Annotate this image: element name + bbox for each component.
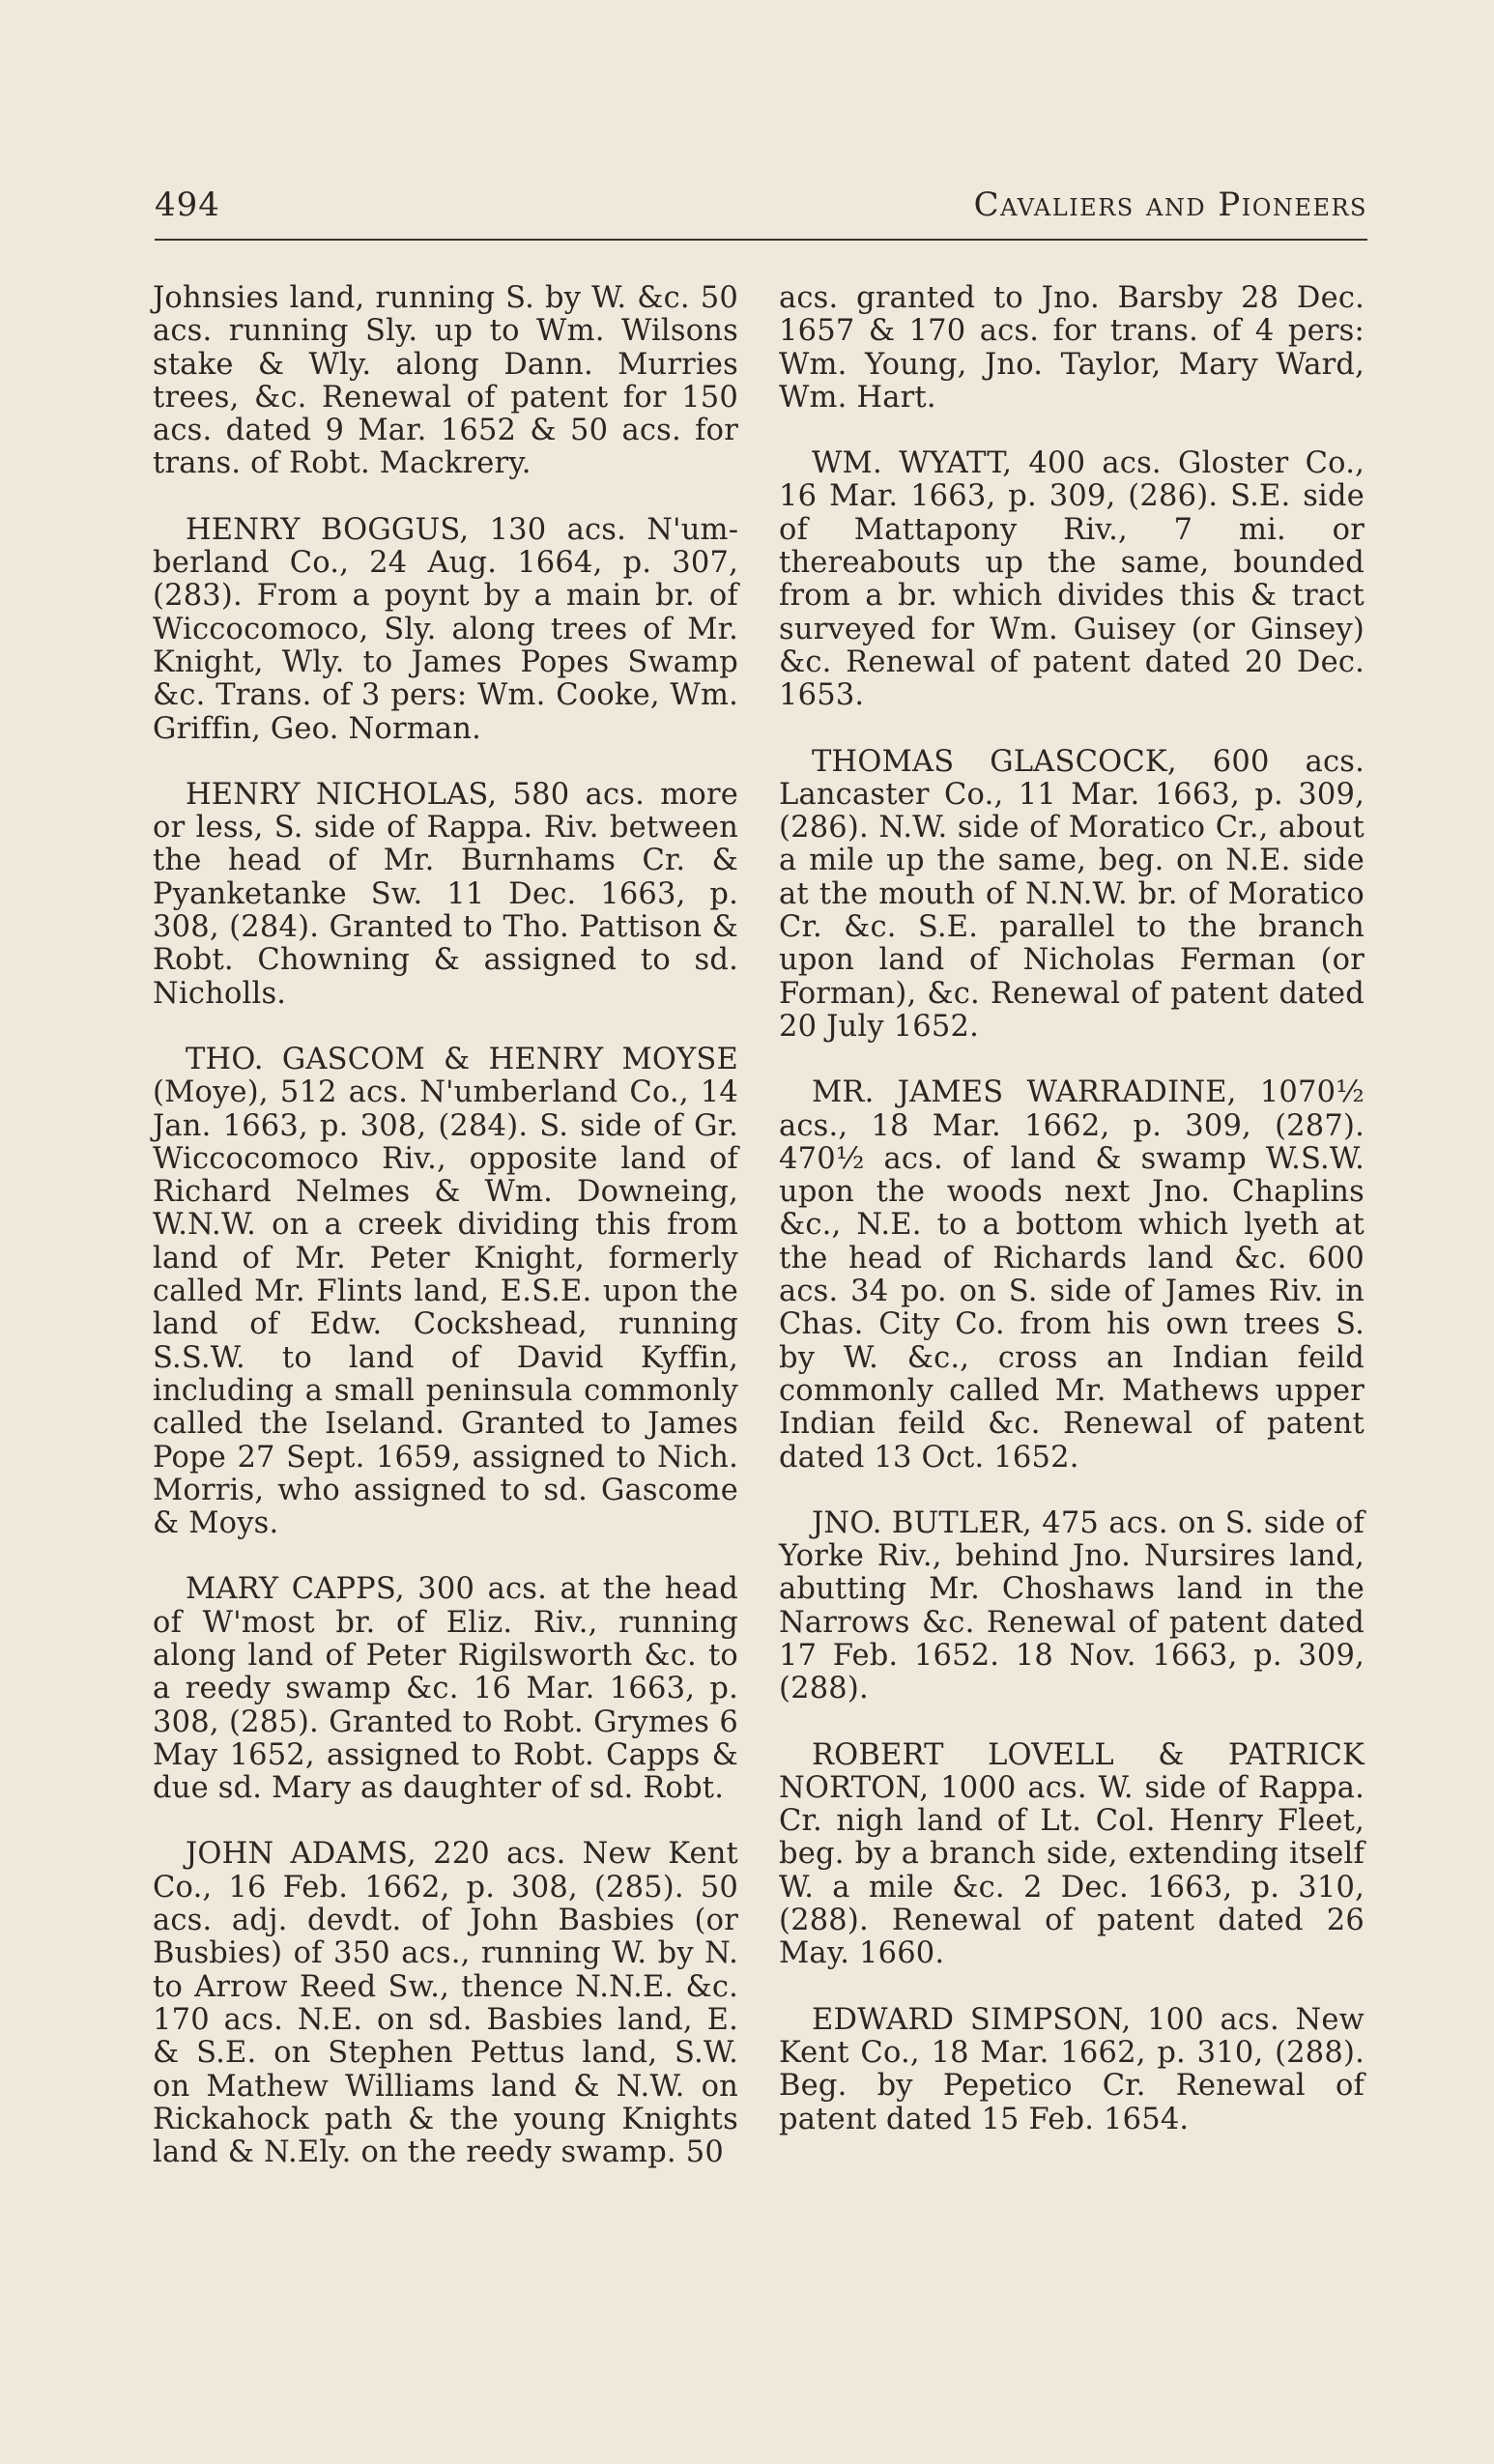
entry-henry-nicholas: HENRY NICHOLAS, 580 acs. more or less, S. side of Rappa. Riv. between the head of Mr. Burnhams Cr. & Pyanketanke Sw. 11 Dec. 1663, p. 308, (284). Granted to Tho. Pattison & Robt. Chowning & assigned to sd. Nicholls.	[153, 777, 738, 1011]
left-column	[153, 282, 738, 2202]
entry-edward-simpson: EDWARD SIMPSON, 100 acs. New Kent Co., 18 Mar. 1662, p. 310, (288). Beg. by Pepetico Cr. Renewal of patent dated 15 Feb. 1654.	[779, 2002, 1365, 2136]
entry-gascom-moyse: THO. GASCOM & HENRY MOYSE (Moye), 512 acs. N'umberland Co., 14 Jan. 1663, p. 308, (284). S. side of Gr. Wiccocomoco Riv., opposite land of Richard Nelmes & Wm. Downeing, W.N.W. on a creek dividing this from land of Mr. Peter Knight, formerly called Mr. Flints land, E.S.E. upon the land of Edw. Cockshead, running S.S.W. to land of David Kyffin, including a small peninsula commonly called the Iseland. Granted to James Pope 27 Sept. 1659, assigned to Nich. Morris, who assigned to sd. Gascome & Moys.	[153, 1042, 738, 1541]
page-number: 494	[155, 186, 220, 224]
right-column	[779, 282, 1365, 2169]
entry-henry-boggus: HENRY BOGGUS, 130 acs. N'umberland Co., 24 Aug. 1664, p. 307, (283). From a poynt by a main br. of Wiccocomoco, Sly. along trees of Mr. Knight, Wly. to James Popes Swamp &c. Trans. of 3 pers: Wm. Cooke, Wm. Griffin, Geo. Norman.	[153, 512, 738, 746]
entry-john-adams: JOHN ADAMS, 220 acs. New Kent Co., 16 Feb. 1662, p. 308, (285). 50 acs. adj. devdt. of John Basbies (or Busbies) of 350 acs., running W. by N. to Arrow Reed Sw., thence N.N.E. &c. 170 acs. N.E. on sd. Basbies land, E. & S.E. on Stephen Pettus land, S.W. on Mathew Williams land & N.W. on Rickahock path & the young Knights land & N.Ely. on the reedy swamp. 50	[153, 1837, 738, 2170]
page-header	[155, 186, 1367, 234]
entry-continuation: Johnsies land, running S. by W. &c. 50 acs. running Sly. up to Wm. Wilsons stake & Wly. along Dann. Murries trees, &c. Renewal of patent for 150 acs. dated 9 Mar. 1652 & 50 acs. for trans. of Robt. Mackrery.	[153, 281, 738, 481]
entry-james-warradine: MR. JAMES WARRADINE, 1070½ acs., 18 Mar. 1662, p. 309, (287). 470½ acs. of land & swamp W.S.W. upon the woods next Jno. Chaplins &c., N.E. to a bottom which lyeth at the head of Richards land &c. 600 acs. 34 po. on S. side of James Riv. in Chas. City Co. from his own trees S. by W. &c., cross an Indian feild commonly called Mr. Mathews upper Indian feild &c. Renewal of patent dated 13 Oct. 1652.	[779, 1075, 1365, 1475]
header-rule	[155, 239, 1367, 241]
entry-mary-capps: MARY CAPPS, 300 acs. at the head of W'most br. of Eliz. Riv., running along land of Peter Rigilsworth &c. to a reedy swamp &c. 16 Mar. 1663, p. 308, (285). Granted to Robt. Grymes 6 May 1652, assigned to Robt. Capps & due sd. Mary as daughter of sd. Robt.	[153, 1572, 738, 1806]
entry-continuation: acs. granted to Jno. Barsby 28 Dec. 1657 & 170 acs. for trans. of 4 pers: Wm. Young, Jno. Taylor, Mary Ward, Wm. Hart.	[779, 281, 1365, 415]
entry-wm-wyatt: WM. WYATT, 400 acs. Gloster Co., 16 Mar. 1663, p. 309, (286). S.E. side of Mattapony Riv., 7 mi. or thereabouts up the same, bounded from a br. which divides this & tract surveyed for Wm. Guisey (or Ginsey) &c. Renewal of patent dated 20 Dec. 1653.	[779, 446, 1365, 713]
entry-jno-butler: JNO. BUTLER, 475 acs. on S. side of Yorke Riv., behind Jno. Nursires land, abutting Mr. Choshaws land in the Narrows &c. Renewal of patent dated 17 Feb. 1652. 18 Nov. 1663, p. 309, (288).	[779, 1505, 1365, 1706]
running-title: Cavaliers and Pioneers	[973, 186, 1367, 224]
entry-lovell-norton: ROBERT LOVELL & PATRICK NORTON, 1000 acs. W. side of Rappa. Cr. nigh land of Lt. Col. Henry Fleet, beg. by a branch side, extending itself W. a mile &c. 2 Dec. 1663, p. 310, (288). Renewal of patent dated 26 May. 1660.	[779, 1737, 1365, 1971]
entry-thomas-glascock: THOMAS GLASCOCK, 600 acs. Lancaster Co., 11 Mar. 1663, p. 309, (286). N.W. side of Moratico Cr., about a mile up the same, beg. on N.E. side at the mouth of N.N.W. br. of Moratico Cr. &c. S.E. parallel to the branch upon land of Nicholas Ferman (or Forman), &c. Renewal of patent dated 20 July 1652.	[779, 744, 1365, 1044]
